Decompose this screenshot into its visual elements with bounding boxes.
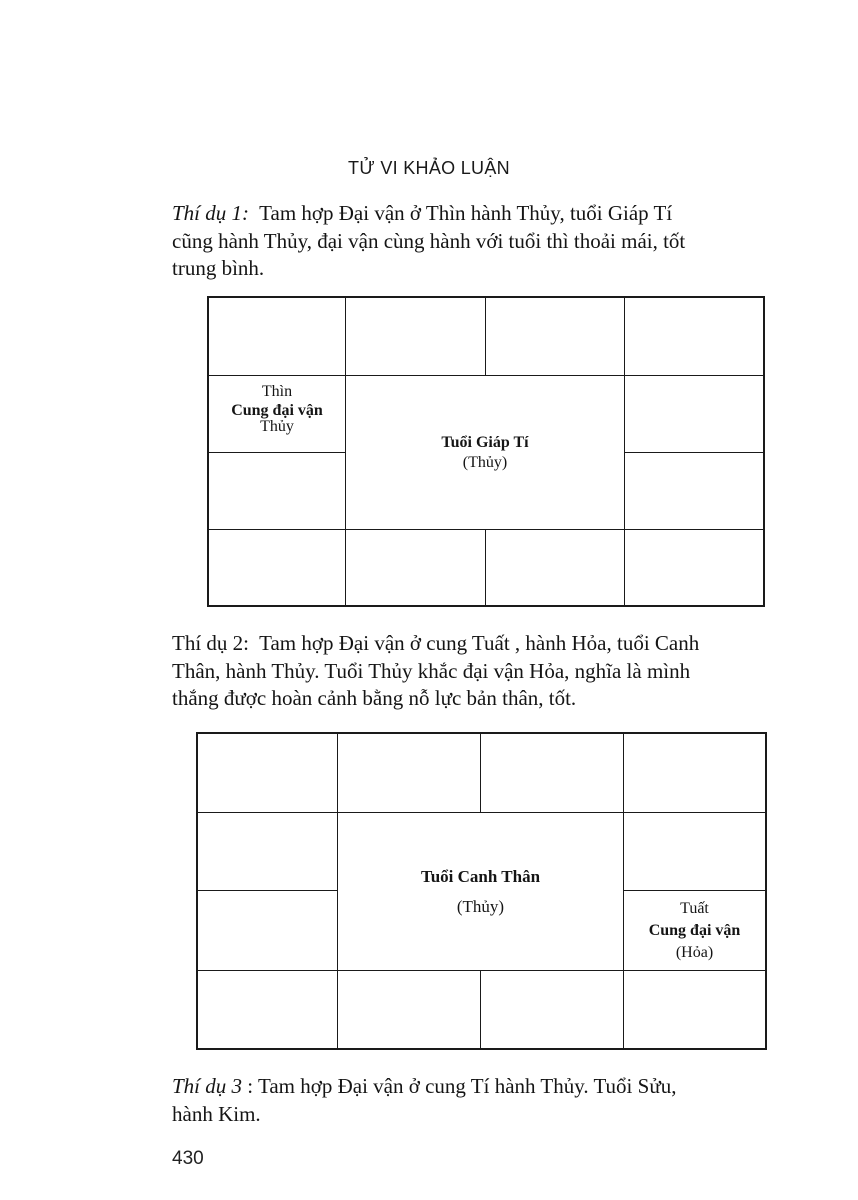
- palace-cell: [198, 971, 338, 1050]
- palace-label: Cung đại vận: [231, 402, 323, 419]
- palace-cell: [486, 530, 625, 605]
- palace-cell: [481, 734, 624, 813]
- palace-cell: [209, 298, 346, 376]
- palace-cell: [625, 376, 763, 453]
- palace-cell: [198, 891, 338, 971]
- palace-cell: [209, 453, 346, 530]
- example-2-line-2: Thân, hành Thủy. Tuổi Thủy khắc đại vận Hỏa, nghĩa là mình: [172, 658, 691, 683]
- chart-center: [346, 376, 625, 530]
- palace-cell: [481, 971, 624, 1050]
- palace-cell: [625, 298, 763, 376]
- center-title: Tuổi Canh Thân: [420, 867, 541, 886]
- example-1-text: [172, 200, 812, 283]
- page-number: 430: [172, 1148, 204, 1169]
- palace-element: Thủy: [260, 418, 294, 435]
- example-3-line-1: Thí dụ 3 : Tam hợp Đại vận ở cung Tí hành Thủy. Tuổi Sửu,: [172, 1074, 677, 1098]
- palace-cell: [346, 298, 486, 376]
- example-2-label: Thí dụ 2:: [172, 631, 249, 655]
- palace-cell: [209, 530, 346, 605]
- running-header: TỬ VI KHẢO LUẬN: [348, 158, 510, 178]
- center-element: (Thủy): [462, 453, 508, 471]
- center-title: Tuổi Giáp Tí: [441, 433, 529, 451]
- palace-cell: [338, 971, 481, 1050]
- example-1-label: Thí dụ 1:: [172, 201, 250, 225]
- example-1-chart: [207, 296, 765, 607]
- example-3-text: [172, 1073, 812, 1128]
- example-1-line-2: cũng hành Thủy, đại vận cùng hành với tuổi thì thoải mái, tốt: [172, 228, 686, 253]
- palace-cell: [486, 298, 625, 376]
- example-3-line-2: hành Kim.: [172, 1101, 261, 1126]
- palace-cell: [346, 530, 486, 605]
- palace-cell: [624, 734, 765, 813]
- palace-cell: [198, 813, 338, 891]
- palace-cell: [625, 453, 763, 530]
- palace-cell: [198, 734, 338, 813]
- palace-element: (Hỏa): [675, 943, 714, 961]
- palace-name: Tuất: [680, 899, 709, 917]
- palace-cell: [625, 530, 763, 605]
- example-1-line-3: trung bình.: [172, 256, 265, 280]
- example-1-line-1: Thí dụ 1: Tam hợp Đại vận ở Thìn hành Thủy, tuổi Giáp Tí: [172, 201, 673, 225]
- example-2-line-1: Thí dụ 2: Tam hợp Đại vận ở cung Tuất , hành Hỏa, tuổi Canh: [172, 631, 700, 655]
- example-3-label: Thí dụ 3: [172, 1074, 243, 1098]
- palace-cell-thin: [209, 376, 346, 453]
- palace-cell: [624, 971, 765, 1050]
- center-element: (Thủy): [456, 897, 505, 916]
- palace-name: Thìn: [261, 383, 293, 400]
- palace-cell: [624, 813, 765, 891]
- example-2-chart: [196, 732, 767, 1050]
- palace-cell-tuat: [624, 891, 765, 971]
- palace-cell: [338, 734, 481, 813]
- example-2-text: [172, 630, 812, 713]
- chart-center: [338, 813, 624, 971]
- example-2-line-3: thắng được hoàn cảnh bằng nỗ lực bản thân, tốt.: [172, 686, 577, 710]
- palace-label: Cung đại vận: [648, 921, 741, 939]
